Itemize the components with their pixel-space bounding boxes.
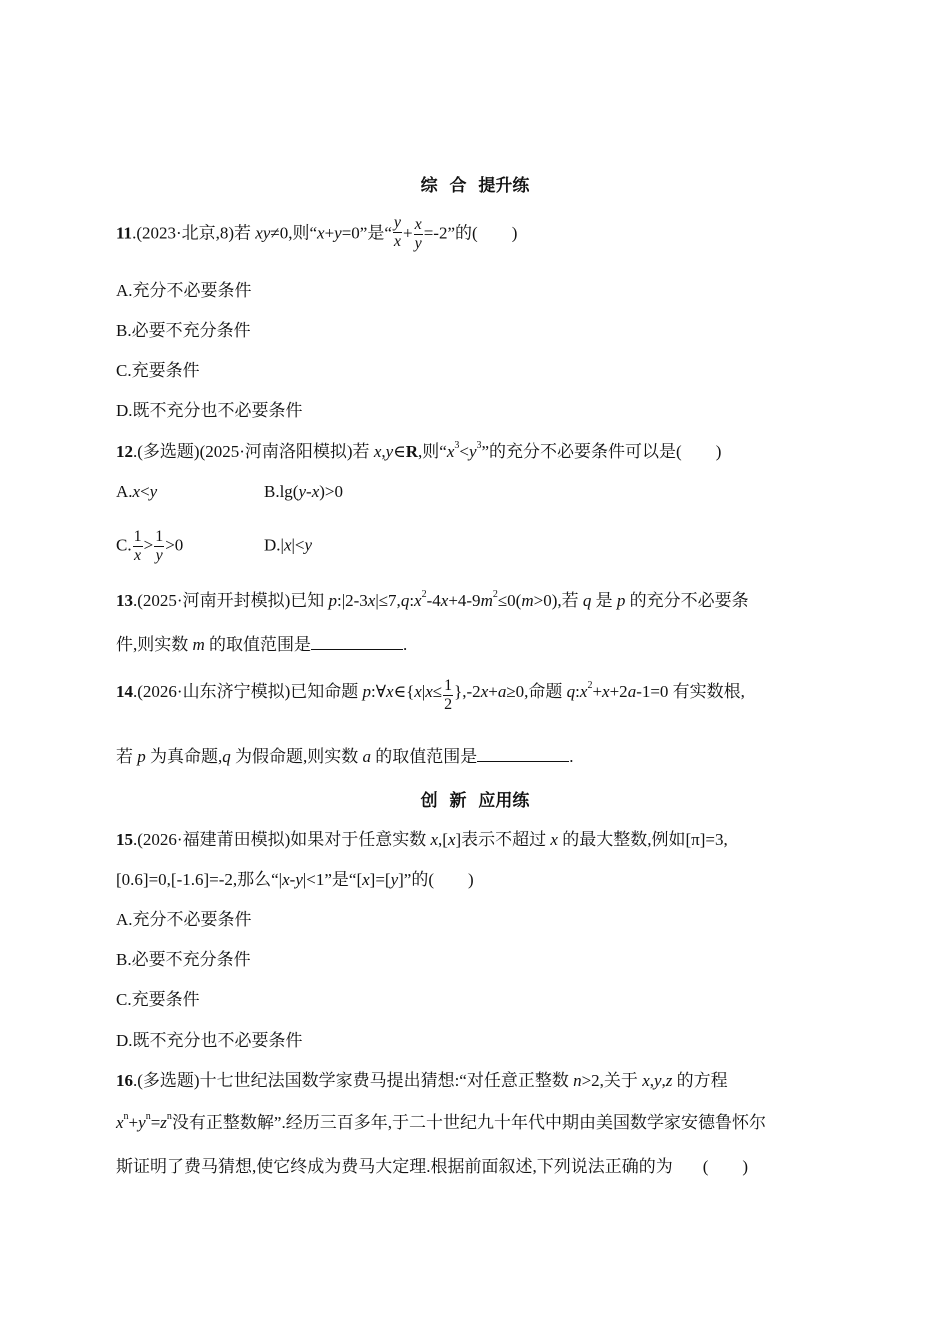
text: 为假命题,则实数 — [230, 747, 363, 766]
math-var: x — [642, 1071, 650, 1090]
q11-option-b[interactable]: B.必要不充分条件 — [116, 321, 251, 340]
math-var: x — [425, 682, 433, 701]
q12-option-b[interactable] — [264, 482, 343, 501]
denominator: x — [134, 547, 142, 564]
text: + — [324, 223, 335, 243]
numerator: y — [393, 214, 402, 231]
math-var: a — [362, 747, 371, 766]
q11-stem — [116, 216, 517, 253]
text: ≤ — [432, 682, 443, 701]
math-var: x — [440, 591, 449, 610]
text: :|2-3 — [336, 591, 368, 610]
text: + — [403, 223, 413, 243]
math-var: x — [283, 535, 292, 555]
text: ,则“ — [418, 442, 447, 461]
q15-option-a[interactable]: A.充分不必要条件 — [116, 910, 252, 929]
denominator: y — [414, 235, 422, 252]
fraction-1-over-2 — [443, 677, 453, 714]
math-var: y — [304, 535, 313, 555]
numerator: 1 — [133, 528, 142, 545]
text: 的充分不必要条 — [625, 591, 749, 610]
text: )>0 — [319, 482, 343, 501]
text: - — [289, 870, 296, 889]
question-number: 16 — [116, 1071, 133, 1090]
fraction-1-over-x — [133, 528, 143, 565]
text: + — [128, 1113, 139, 1132]
text: = — [150, 1113, 161, 1132]
exponent: n — [123, 1111, 129, 1123]
text: 的方程 — [672, 1071, 728, 1090]
section-title-comprehensive: 综 合 提升练 — [420, 176, 530, 196]
text: .(2023·北京,8)若 — [132, 223, 256, 243]
exponent: n — [145, 1111, 151, 1123]
numerator: x — [414, 216, 422, 233]
math-var: x — [602, 682, 610, 701]
math-var: x — [311, 482, 320, 501]
text: .(2026·福建莆田模拟)如果对于任意实数 — [133, 830, 431, 849]
math-var: x — [367, 591, 376, 610]
math-var: x — [373, 442, 382, 461]
text: ≥0,命题 — [506, 682, 567, 701]
math-var: x — [414, 591, 422, 610]
text: 的取值范围是 — [371, 747, 478, 766]
q15-option-b[interactable]: B.必要不充分条件 — [116, 950, 251, 969]
math-var: n — [573, 1071, 582, 1090]
text: : — [409, 591, 415, 610]
q15-option-d[interactable]: D.既不充分也不必要条件 — [116, 1031, 303, 1050]
q12-options-row1 — [116, 481, 343, 503]
text: ) — [511, 223, 518, 243]
math-var: y — [385, 442, 394, 461]
text: .(多选题)(2025·河南洛阳模拟)若 — [133, 442, 374, 461]
math-var: m — [192, 635, 205, 654]
q13-stem-line2 — [116, 633, 407, 656]
text: },-2 — [454, 682, 481, 701]
question-number: 15 — [116, 830, 133, 849]
text: | — [421, 682, 426, 701]
math-var: z — [160, 1113, 167, 1132]
exponent: 2 — [421, 589, 427, 601]
text: ,[ — [438, 830, 448, 849]
text: +2 — [609, 682, 628, 701]
text: .(2026·山东济宁模拟)已知命题 — [133, 682, 363, 701]
text: < — [459, 442, 469, 461]
text: ∈ — [393, 442, 406, 461]
text: ”的充分不必要条件可以是( — [481, 442, 682, 461]
q16-stem-line2 — [116, 1112, 766, 1134]
text: > — [143, 535, 154, 555]
numerator: 1 — [444, 677, 453, 694]
q16-stem-line1 — [116, 1070, 728, 1092]
math-var: a — [497, 682, 507, 701]
text: 的最大整数,例如[π]=3, — [557, 830, 728, 849]
text: 的取值范围是 — [204, 635, 312, 654]
q12-option-c[interactable] — [116, 528, 264, 565]
math-var: x — [579, 682, 588, 701]
text: [0.6]=0,[-1.6]=-2,那么“| — [116, 870, 283, 889]
math-var: x — [317, 223, 325, 243]
math-var: x — [385, 682, 394, 701]
fraction-y-over-x — [393, 214, 402, 251]
text: ]=[ — [369, 870, 391, 889]
text: |≤7, — [375, 591, 401, 610]
math-var: y — [390, 870, 399, 889]
text: A. — [116, 482, 133, 501]
q15-stem-line2 — [116, 869, 474, 891]
text: +4-9 — [448, 591, 481, 610]
math-var: p — [616, 591, 626, 610]
text: |<1”是“[ — [302, 870, 363, 889]
text: :∀ — [370, 682, 386, 701]
text: ]”的( — [398, 870, 434, 889]
math-var: q — [566, 682, 576, 701]
exponent: 3 — [476, 440, 482, 452]
text: B.lg( — [264, 482, 299, 501]
question-number: 11 — [116, 223, 133, 243]
text: ( — [702, 1157, 709, 1176]
math-var: y — [298, 482, 307, 501]
text: ) — [742, 1157, 749, 1176]
text: C. — [116, 535, 132, 555]
text: + — [488, 682, 498, 701]
text: >2,关于 — [581, 1071, 643, 1090]
math-var: y — [295, 870, 303, 889]
text: .(2025·河南开封模拟)已知 — [133, 591, 329, 610]
text: >0),若 — [533, 591, 583, 610]
q11-option-a[interactable]: A.充分不必要条件 — [116, 281, 252, 300]
text: . — [403, 635, 408, 654]
math-var: x — [362, 870, 370, 889]
math-var: q — [222, 747, 231, 766]
text: 没有正整数解”.经历三百多年,于二十世纪九十年代中期由美国数学家安德鲁怀尔 — [171, 1113, 766, 1132]
math-var: p — [362, 682, 371, 701]
text: 斯证明了费马猜想,使它终成为费马大定理.根据前面叙述,下列说法正确的为 — [116, 1157, 673, 1176]
question-number: 14 — [116, 682, 133, 701]
denominator: x — [393, 233, 402, 250]
denominator: y — [155, 547, 163, 564]
math-var: x — [282, 870, 290, 889]
text: , — [649, 1071, 654, 1090]
math-var: x — [132, 482, 141, 501]
text: -1=0 有实数根, — [636, 682, 745, 701]
math-var: p — [328, 591, 337, 610]
q11-option-d[interactable]: D.既不充分也不必要条件 — [116, 401, 303, 420]
math-var: y — [468, 442, 477, 461]
math-var: y — [334, 223, 342, 243]
answer-blank[interactable] — [311, 633, 403, 650]
fraction-1-over-y — [154, 528, 164, 565]
text: |< — [291, 535, 305, 555]
q11-option-c[interactable]: C.充要条件 — [116, 361, 200, 380]
exponent: 2 — [492, 589, 498, 601]
math-var: a — [627, 682, 637, 701]
text: ]表示不超过 — [455, 830, 551, 849]
math-var: x — [550, 830, 558, 849]
numerator: 1 — [155, 528, 164, 545]
text: + — [592, 682, 603, 701]
q13-stem-line1 — [116, 590, 749, 612]
q15-stem-line1 — [116, 829, 728, 851]
text: - — [306, 482, 312, 501]
math-var: m — [521, 591, 534, 610]
math-var: m — [480, 591, 493, 610]
math-var: y — [149, 482, 158, 501]
text: , — [381, 442, 386, 461]
q14-stem-line1 — [116, 677, 745, 714]
text: 若 — [116, 747, 138, 766]
math-var: x — [430, 830, 439, 849]
q12-options-row2 — [116, 528, 312, 565]
q16-stem-line3 — [116, 1156, 748, 1178]
exponent: 3 — [454, 440, 460, 452]
math-var: x — [414, 682, 422, 701]
text: ≠0,则“ — [270, 223, 318, 243]
math-var: x — [116, 1113, 124, 1132]
section-title-innovative: 创 新 应用练 — [420, 791, 530, 811]
text: 为真命题, — [145, 747, 223, 766]
math-var: x — [447, 830, 456, 849]
exponent: 2 — [587, 680, 593, 692]
math-var: xy — [255, 223, 271, 243]
text: : — [575, 682, 580, 701]
question-number: 13 — [116, 591, 133, 610]
fraction-x-over-y — [414, 216, 423, 253]
q12-option-a[interactable] — [116, 481, 264, 503]
text: =-2”的( — [423, 223, 478, 243]
text: ) — [468, 870, 474, 889]
question-number: 12 — [116, 442, 133, 461]
math-var: x — [446, 442, 455, 461]
denominator: 2 — [444, 696, 453, 713]
math-var: q — [400, 591, 410, 610]
text: < — [140, 482, 150, 501]
math-var: z — [665, 1071, 673, 1090]
text: >0 — [165, 535, 184, 555]
text: ) — [715, 442, 722, 461]
text: 是 — [591, 591, 617, 610]
text: D.| — [264, 535, 284, 555]
q15-option-c[interactable]: C.充要条件 — [116, 990, 200, 1009]
q14-stem-line2 — [116, 745, 574, 768]
answer-blank[interactable] — [477, 745, 569, 762]
text: 件,则实数 — [116, 635, 193, 654]
q12-option-d[interactable] — [264, 535, 312, 554]
math-var: p — [137, 747, 146, 766]
math-var: x — [480, 682, 489, 701]
text: . — [569, 747, 574, 766]
exponent: n — [166, 1111, 172, 1123]
math-var: y — [138, 1113, 146, 1132]
text: , — [661, 1071, 666, 1090]
math-var: y — [653, 1071, 662, 1090]
text: ≤0( — [497, 591, 522, 610]
text: -4 — [426, 591, 441, 610]
math-set-r: R — [405, 442, 419, 461]
text: ∈{ — [393, 682, 415, 701]
text: .(多选题)十七世纪法国数学家费马提出猜想:“对任意正整数 — [133, 1071, 574, 1090]
math-var: q — [582, 591, 592, 610]
text: =0”是“ — [341, 223, 392, 243]
q12-stem — [116, 441, 721, 463]
